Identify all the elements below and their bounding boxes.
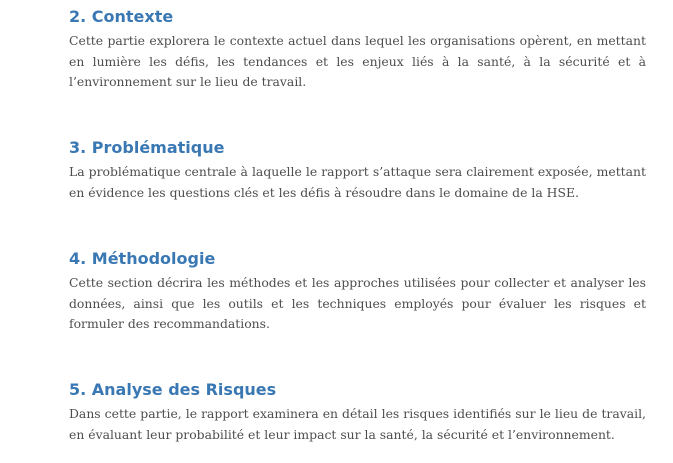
section-body: Dans cette partie, le rapport examinera en détail les risques identifiés sur le lieu de travail, en évaluant leur probabilité et leur impact sur la santé, la sécurité et l’environnement. xyxy=(69,406,646,442)
section-contexte xyxy=(69,7,646,93)
section-body: La problématique centrale à laquelle le rapport s’attaque sera clairement exposée, mettant en évidence les questions clés et les défis à résoudre dans le domaine de la HSE. xyxy=(69,164,646,200)
section-heading: 4. Méthodologie xyxy=(69,249,216,268)
section-heading: 3. Problématique xyxy=(69,138,225,157)
section-problematique xyxy=(69,138,646,203)
section-body: Cette partie explorera le contexte actuel dans lequel les organisations opèrent, en mettant en lumière les défis, les tendances et les enjeux liés à la santé, à la sécurité et à l’environnement sur le lieu de travail. xyxy=(69,33,646,89)
section-body: Cette section décrira les méthodes et les approches utilisées pour collecter et analyser les données, ainsi que les outils et les techniques employés pour évaluer les risques et formuler des recommandations. xyxy=(69,275,646,331)
section-heading: 2. Contexte xyxy=(69,7,174,26)
section-methodologie xyxy=(69,249,646,335)
section-heading: 5. Analyse des Risques xyxy=(69,380,277,399)
section-analyse-des-risques xyxy=(69,380,646,445)
